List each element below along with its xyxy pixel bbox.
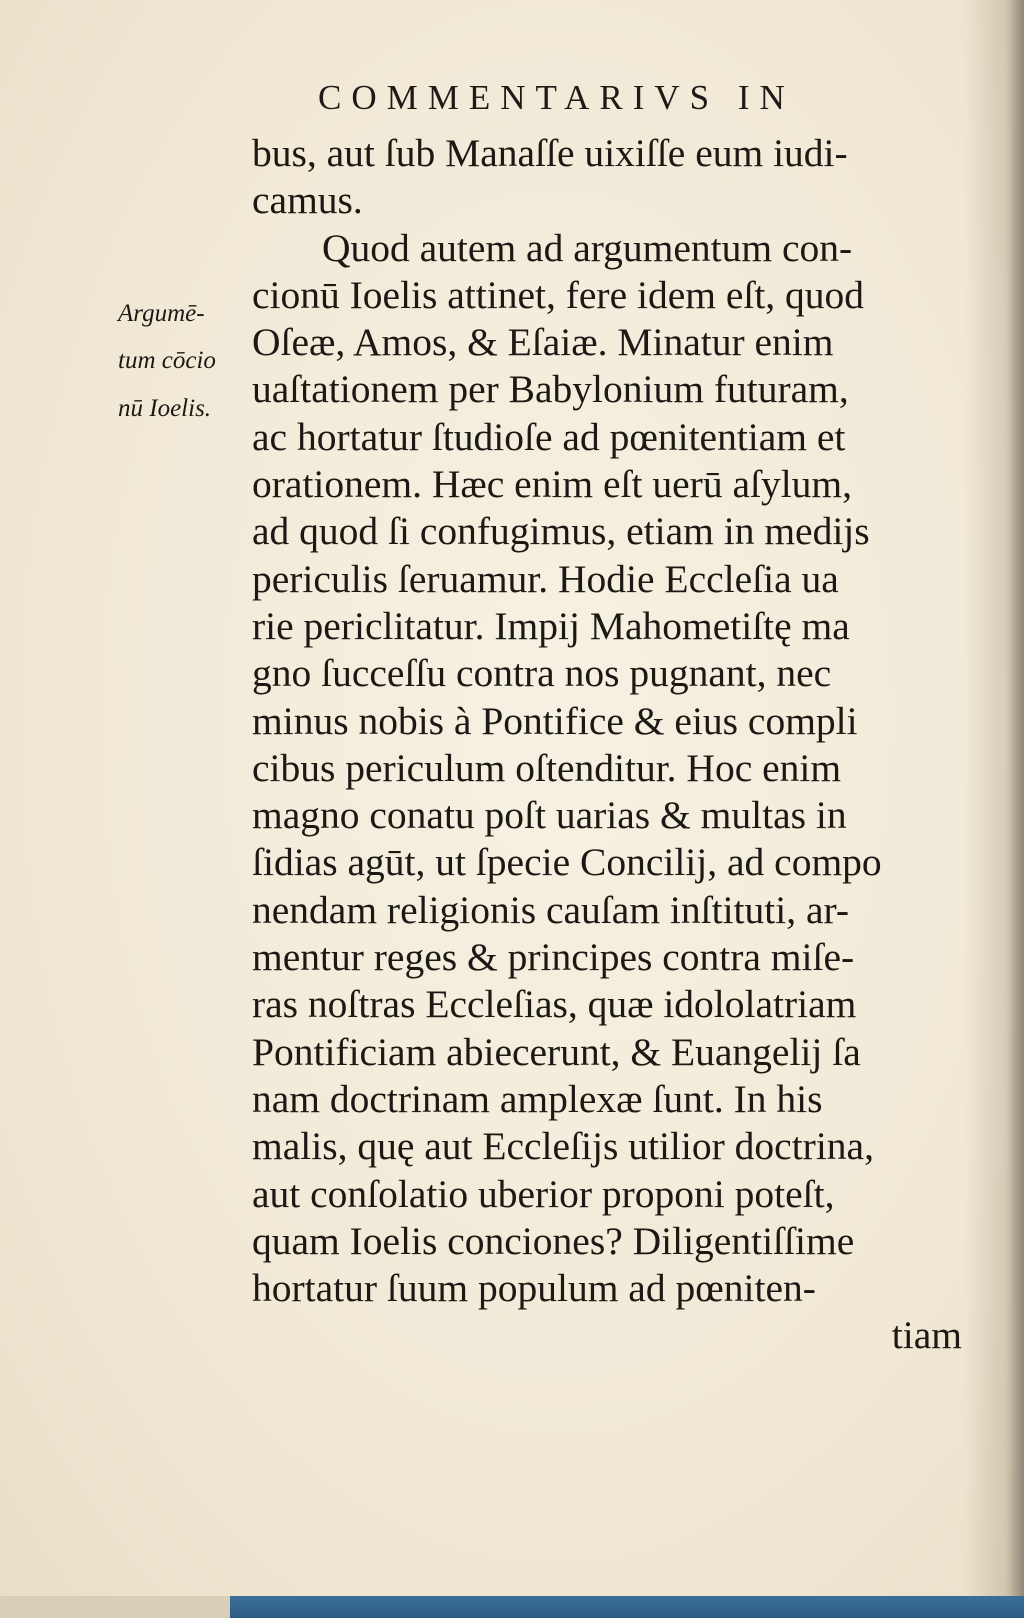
- text-line: ad quod ſi confugimus, etiam in medijs: [252, 509, 870, 554]
- page-bottom-edge: [230, 1596, 1024, 1618]
- running-head: COMMENTARIVS IN: [318, 78, 795, 117]
- text-line: cibus periculum oſtenditur. Hoc enim: [252, 745, 842, 790]
- text-line: ac hortatur ſtudioſe ad pœnitentiam et: [252, 414, 846, 459]
- text-line: camus.: [252, 178, 363, 223]
- text-line: minus nobis à Pontifice & eius compli: [252, 698, 858, 743]
- text-line: ras noſtras Eccleſias, quæ idololatriam: [252, 982, 857, 1027]
- text-line: gno ſucceſſu contra nos pugnant, nec: [252, 651, 832, 696]
- text-line: Quod autem ad argumentum con-: [322, 225, 853, 270]
- text-line: malis, quę aut Eccleſijs utilior doctrina,: [252, 1124, 874, 1169]
- catchword: tiam: [891, 1313, 962, 1358]
- text-line: mentur reges & principes contra miſe-: [252, 935, 855, 980]
- text-line: ſidias agūt, ut ſpecie Concilij, ad compo: [252, 840, 882, 885]
- gutter-shadow: [964, 0, 1024, 1596]
- text-line: nam doctrinam amplexæ ſunt. In his: [252, 1076, 823, 1121]
- text-line: periculis ſeruamur. Hodie Eccleſia ua: [252, 556, 839, 601]
- text-line: cionū Ioelis attinet, fere idem eſt, quod: [252, 272, 865, 317]
- marginal-line: nū Ioelis.: [118, 394, 212, 422]
- text-line: rie periclitatur. Impij Mahometiſtę ma: [252, 603, 850, 648]
- text-line: bus, aut ſub Manaſſe uixiſſe eum iudi-: [252, 131, 848, 175]
- body-text: [252, 130, 972, 1360]
- text-line: Pontificiam abiecerunt, & Euangelij ſa: [252, 1029, 861, 1074]
- text-line: uaſtationem per Babylonium futuram,: [252, 367, 849, 412]
- text-line: aut conſolatio uberior proponi poteſt,: [252, 1171, 835, 1216]
- text-line: magno conatu poſt uarias & multas in: [252, 793, 847, 838]
- page-bottom-margin: [0, 1596, 230, 1618]
- marginal-line: Argumē-: [118, 300, 205, 327]
- text-line: hortatur ſuum populum ad pœniten-: [252, 1266, 816, 1311]
- text-line: orationem. Hæc enim eſt uerū aſylum,: [252, 462, 853, 507]
- marginal-line: tum cōcio: [118, 347, 216, 375]
- text-line: quam Ioelis conciones? Diligentiſſime: [252, 1218, 855, 1263]
- marginal-note: [118, 290, 250, 432]
- text-line: Oſeæ, Amos, & Eſaiæ. Minatur enim: [252, 320, 834, 365]
- text-line: nendam religionis cauſam inſtituti, ar-: [252, 887, 850, 932]
